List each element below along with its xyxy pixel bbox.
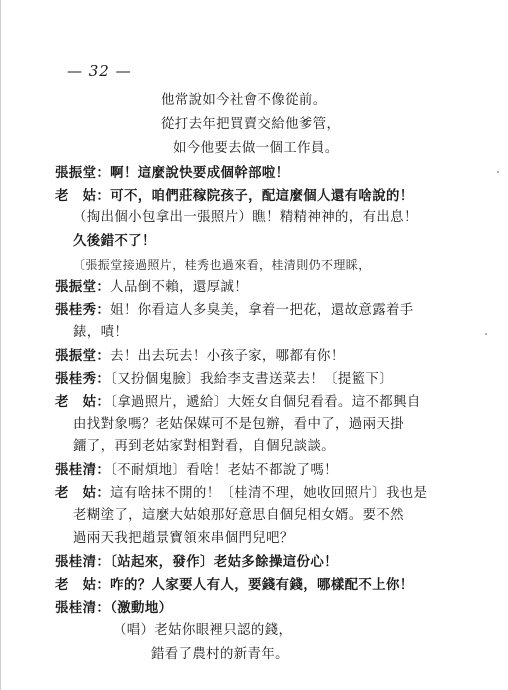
print-speck bbox=[497, 171, 499, 173]
dialogue-line: 張振堂：啊！這麼說快要成個幹部啦！ bbox=[55, 165, 290, 181]
speaker-label: 張振堂： bbox=[55, 165, 111, 181]
dialogue-line: 錶，嘖！ bbox=[73, 325, 129, 340]
dialogue-line: 鐂了，再到老姑家對相對看，自個兒談談。 bbox=[73, 439, 336, 454]
speaker-label: 張振堂： bbox=[55, 348, 111, 364]
stage-direction: 〔張振堂接過照片，桂秀也過來看，桂清則仍不理睬， bbox=[73, 258, 371, 272]
dialogue-line: 張桂清：〔站起來，發作〕老姑多餘操這份心！ bbox=[55, 554, 338, 570]
speaker-label: 張桂秀： bbox=[55, 371, 111, 387]
dialogue-line: 過兩天我把趙景寶領來串個門兒吧？ bbox=[73, 531, 294, 546]
dialogue-line: 張振堂：去！出去玩去！小孩子家，哪都有你！ bbox=[55, 348, 345, 364]
dialogue-line: 張桂清：〔不耐煩地〕看啥！老姑不都說了嗎！ bbox=[55, 462, 338, 478]
speaker-label: 張桂清： bbox=[55, 462, 111, 478]
dialogue-line: 老糊塗了，這麼大姑娘那好意思自個兒相女婿。要不然 bbox=[73, 508, 404, 523]
page-number: — 32 — bbox=[67, 62, 132, 80]
speaker-label: 老 姑： bbox=[55, 188, 111, 204]
dialogue-line: 張桂秀：〔又扮個鬼臉〕我給李支書送菜去！〔提籃下〕 bbox=[55, 371, 394, 387]
speaker-label: 張桂清： bbox=[55, 600, 111, 616]
speaker-label: 老 姑： bbox=[55, 394, 111, 410]
dialogue-line: 由找對象嗎？老姑保媒可不是包辦，看中了，過兩天掛 bbox=[73, 417, 404, 432]
dialogue-line: 老 姑：可不，咱們莊稼院孩子，配這麼個人還有啥說的！ bbox=[55, 188, 414, 204]
speaker-label: 老 姑： bbox=[55, 577, 111, 593]
verse-line: 如今他要去做一個工作員。 bbox=[173, 141, 339, 156]
verse-line: 從打去年把買賣交給他爹管， bbox=[161, 117, 341, 132]
print-speck bbox=[485, 333, 487, 335]
dialogue-line: 久後錯不了！ bbox=[73, 233, 156, 249]
dialogue-line: 老 姑：〔拿過照片，遞給〕大姪女自個兒看看。這不都興自 bbox=[55, 394, 421, 410]
verse-line: 他常說如今社會不像從前。 bbox=[161, 93, 327, 108]
dialogue-line: （掏出個小包拿出一張照片）瞧！精精神神的，有出息！ bbox=[73, 210, 418, 225]
dialogue-line: 張桂秀：姐！你看這人多臭美，拿着一把花，還故意露着手 bbox=[55, 302, 414, 318]
dialogue-line: 老 姑：這有啥抹不開的！〔桂清不理，她收回照片〕我也是 bbox=[55, 485, 428, 501]
song-line: 錯看了農村的新青年。 bbox=[151, 647, 289, 662]
speaker-label: 張桂清： bbox=[55, 554, 111, 570]
speaker-label: 張桂秀： bbox=[55, 302, 111, 318]
dialogue-line: 張桂清：（激動地） bbox=[55, 600, 173, 616]
dialogue-line: 老 姑：咋的？人家要人有人，要錢有錢，哪樣配不上你！ bbox=[55, 577, 414, 593]
dialogue-line: 張振堂：人品倒不賴，還厚誠！ bbox=[55, 279, 249, 295]
speaker-label: 老 姑： bbox=[55, 485, 111, 501]
speaker-label: 張振堂： bbox=[55, 279, 111, 295]
song-line: （唱）老姑你眼裡只認的錢， bbox=[113, 623, 293, 638]
